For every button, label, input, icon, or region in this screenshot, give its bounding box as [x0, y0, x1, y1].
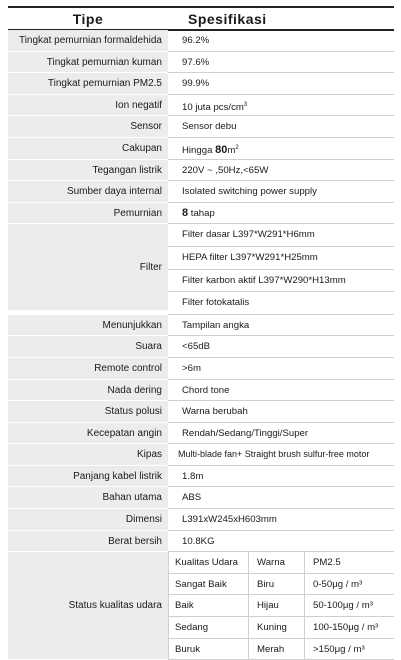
- aq-quality-cell: Baik: [169, 595, 249, 616]
- aq-quality-cell: Kualitas Udara: [169, 552, 249, 573]
- spec-row-filter: [8, 224, 394, 314]
- spec-label: Kipas: [8, 444, 168, 466]
- air-quality-row: [169, 639, 394, 660]
- spec-row-material: [8, 487, 394, 509]
- spec-label: Panjang kabel listrik: [8, 466, 168, 488]
- air-quality-row: [169, 617, 394, 639]
- aq-quality-cell: Buruk: [169, 639, 249, 660]
- spec-row-remote: [8, 358, 394, 380]
- spec-label: Bahan utama: [8, 487, 168, 509]
- air-quality-table: [168, 552, 394, 660]
- spec-label: Pemurnian: [8, 203, 168, 225]
- spec-row-display: [8, 315, 394, 337]
- spec-label: Berat bersih: [8, 531, 168, 553]
- spec-label: Menunjukkan: [8, 315, 168, 337]
- filter-item: Filter fotokatalis: [168, 292, 394, 315]
- spec-row-purification: [8, 203, 394, 225]
- spec-rows: [8, 30, 394, 660]
- aq-quality-cell: Sedang: [169, 617, 249, 638]
- spec-label: Nada dering: [8, 380, 168, 402]
- spec-value: Warna berubah: [168, 401, 394, 423]
- spec-value: 97.6%: [168, 52, 394, 74]
- spec-value: Rendah/Sedang/Tinggi/Super: [168, 423, 394, 445]
- ion-unit-sup: 3: [243, 101, 248, 108]
- aq-pm25-cell: 100-150μg / m³: [313, 622, 379, 634]
- spec-label: Dimensi: [8, 509, 168, 531]
- spec-row-wind-speed: [8, 423, 394, 445]
- spec-value: <65dB: [168, 336, 394, 358]
- aq-color-cell: Warna: [249, 552, 305, 573]
- spec-row-coverage: [8, 138, 394, 160]
- spec-row-ringtone: [8, 380, 394, 402]
- spec-label: Tegangan listrik: [8, 160, 168, 182]
- air-quality-row: [169, 574, 394, 596]
- spec-row-fan: [8, 444, 394, 466]
- filter-item: HEPA filter L397*W291*H25mm: [168, 247, 394, 270]
- spec-row-pollution-status: [8, 401, 394, 423]
- spec-value: Sensor debu: [168, 116, 394, 138]
- spec-row-noise: [8, 336, 394, 358]
- spec-label: Sensor: [8, 116, 168, 138]
- spec-row-negative-ion: [8, 95, 394, 117]
- spec-value: 99.9%: [168, 73, 394, 95]
- spec-value: Multi-blade fan+ Straight brush sulfur-free motor: [168, 444, 394, 466]
- spec-row-air-quality: [8, 552, 394, 660]
- coverage-unit-sup: 2: [235, 144, 239, 151]
- filter-item: Filter karbon aktif L397*W290*H13mm: [168, 270, 394, 293]
- spec-label: Tingkat pemurnian kuman: [8, 52, 168, 74]
- spec-label: Tingkat pemurnian formaldehida: [8, 30, 168, 52]
- spec-value: Tampilan angka: [168, 315, 394, 337]
- air-quality-row: [169, 595, 394, 617]
- spec-value: 1.8m: [168, 466, 394, 488]
- aq-pm25-cell: PM2.5: [313, 557, 341, 569]
- air-quality-header-row: [169, 552, 394, 574]
- spec-value: 96.2%: [168, 30, 394, 52]
- aq-pm25-cell: >150μg / m³: [313, 643, 365, 655]
- aq-color-cell: Hijau: [249, 595, 305, 616]
- aq-pm25-cell: 0-50μg / m³: [313, 578, 363, 590]
- spec-value: Chord tone: [168, 380, 394, 402]
- spec-row-voltage: [8, 160, 394, 182]
- aq-color-cell: Merah: [249, 639, 305, 660]
- aq-pm25-cell: 50-100μg / m³: [313, 600, 373, 612]
- spec-label: Sumber daya internal: [8, 181, 168, 203]
- spec-label: Kecepatan angin: [8, 423, 168, 445]
- spec-value: [168, 203, 394, 225]
- spec-label: Filter: [8, 224, 168, 310]
- aq-color-cell: Kuning: [249, 617, 305, 638]
- spec-value: 10.8KG: [168, 531, 394, 553]
- spec-label: Status polusi: [8, 401, 168, 423]
- spec-value: Isolated switching power supply: [168, 181, 394, 203]
- spec-label: Status kualitas udara: [8, 552, 168, 660]
- spec-row-sensor: [8, 116, 394, 138]
- coverage-unit: m: [227, 145, 236, 157]
- spec-label: Ion negatif: [8, 95, 168, 117]
- ion-value: 10 juta pcs/cm: [182, 101, 244, 113]
- aq-quality-cell: Sangat Baik: [169, 574, 249, 595]
- spec-value: [168, 138, 394, 160]
- spec-label: Remote control: [8, 358, 168, 380]
- spec-row-power-source: [8, 181, 394, 203]
- header-spec: Spesifikasi: [188, 11, 267, 27]
- coverage-pre: Hingga: [182, 145, 216, 157]
- spec-row-pm25: [8, 73, 394, 95]
- spec-label: Suara: [8, 336, 168, 358]
- spec-label: Tingkat pemurnian PM2.5: [8, 73, 168, 95]
- spec-row-formaldehyde: [8, 30, 394, 52]
- filter-values: [168, 224, 394, 314]
- purification-stages: 8: [182, 206, 189, 219]
- spec-value: ABS: [168, 487, 394, 509]
- spec-value: 220V ~ ,50Hz,<65W: [168, 160, 394, 182]
- spec-row-net-weight: [8, 531, 394, 553]
- spec-value: >6m: [168, 358, 394, 380]
- spec-label: Cakupan: [8, 138, 168, 160]
- aq-color-cell: Biru: [249, 574, 305, 595]
- spec-row-germ: [8, 52, 394, 74]
- spec-row-cable-length: [8, 466, 394, 488]
- header-type: Tipe: [72, 11, 104, 27]
- spec-row-dimensions: [8, 509, 394, 531]
- filter-item: Filter dasar L397*W291*H6mm: [168, 224, 394, 247]
- spec-value: L391xW245xH603mm: [168, 509, 394, 531]
- coverage-number: 80: [215, 144, 228, 157]
- spec-value: [168, 95, 394, 117]
- purification-unit: tahap: [188, 207, 215, 219]
